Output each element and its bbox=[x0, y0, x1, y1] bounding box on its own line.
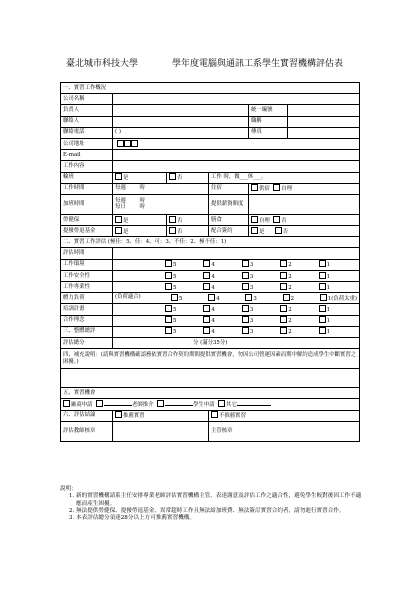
field-tax-id[interactable] bbox=[288, 105, 360, 116]
checkbox[interactable] bbox=[203, 272, 210, 279]
criteria-label: 合作理念 bbox=[61, 315, 113, 326]
score-option[interactable]: 1 bbox=[319, 283, 357, 292]
field-phone[interactable] bbox=[113, 127, 249, 138]
checkbox[interactable] bbox=[251, 184, 258, 191]
score-option[interactable]: 1 bbox=[319, 260, 357, 269]
field-manager[interactable] bbox=[113, 105, 249, 116]
checkbox[interactable] bbox=[280, 327, 287, 334]
checkbox[interactable] bbox=[280, 272, 287, 279]
load-light-label: (負荷適合) bbox=[115, 293, 141, 300]
criteria-scores[interactable] bbox=[113, 248, 360, 259]
load-heavy-label: (負荷太重) bbox=[331, 295, 358, 302]
section5-title: 五、實習機會 bbox=[61, 388, 360, 399]
checkbox[interactable] bbox=[280, 283, 287, 290]
checkbox[interactable] bbox=[171, 294, 178, 301]
label-contract: 配合簽約 bbox=[209, 226, 249, 237]
score-option[interactable]: 4 bbox=[203, 316, 241, 325]
score-option[interactable]: 4 bbox=[203, 260, 241, 269]
phone-area-code: ( ) bbox=[115, 129, 121, 136]
note-item: 2. 無法提供勞健保、提撥勞退基金、異常超時工作且無法給加班費、無法簽訂實習合約者，請勿進行實習合作。 bbox=[76, 508, 365, 515]
score-option[interactable]: 3 bbox=[245, 294, 282, 303]
section4-blank[interactable] bbox=[61, 369, 360, 388]
checkbox[interactable] bbox=[115, 173, 122, 180]
criteria-row bbox=[61, 248, 360, 259]
checkbox[interactable] bbox=[165, 305, 172, 312]
checkbox[interactable] bbox=[273, 216, 280, 223]
opportunity-options[interactable]: 廠商申請 老師推介 學生申請 其它 bbox=[61, 399, 360, 410]
criteria-row bbox=[61, 270, 360, 281]
criteria-row bbox=[61, 326, 360, 337]
checkbox[interactable] bbox=[169, 216, 176, 223]
checkbox[interactable] bbox=[165, 327, 172, 334]
label-tax-id: 統一編號 bbox=[249, 105, 288, 116]
checkbox[interactable] bbox=[242, 260, 249, 267]
checkbox[interactable] bbox=[165, 260, 172, 267]
score-option[interactable]: 5 bbox=[165, 327, 203, 336]
checkbox[interactable] bbox=[245, 294, 252, 301]
score-option[interactable]: 5 bbox=[165, 305, 203, 314]
score-option[interactable]: 2 bbox=[283, 294, 320, 303]
form-title: 學年度電腦與通訊工系學生實習機構評估表 bbox=[172, 59, 344, 69]
label-work-content: 工作內容 bbox=[61, 161, 113, 172]
score-option[interactable]: 1 bbox=[319, 316, 357, 325]
checkbox[interactable] bbox=[165, 283, 172, 290]
score-option[interactable]: 1 bbox=[319, 327, 357, 336]
zip-box-2[interactable] bbox=[124, 140, 131, 147]
checkbox[interactable] bbox=[319, 283, 326, 290]
shift-no[interactable]: 否 bbox=[167, 172, 209, 183]
criteria-label: 三、整體總評 bbox=[61, 326, 113, 337]
label-shift: 輪班 bbox=[61, 172, 113, 183]
criteria-row bbox=[61, 282, 360, 293]
label-labor-insurance: 勞健保 bbox=[61, 214, 113, 225]
score-option[interactable]: 4 bbox=[208, 294, 245, 303]
checkbox[interactable] bbox=[115, 227, 122, 234]
score-option[interactable]: 2 bbox=[280, 283, 318, 292]
score-option[interactable]: 1 bbox=[319, 305, 357, 314]
score-option[interactable]: 3 bbox=[242, 316, 280, 325]
label-contact: 聯絡人 bbox=[61, 116, 113, 127]
checkbox[interactable] bbox=[283, 294, 290, 301]
score-option[interactable]: 3 bbox=[242, 260, 280, 269]
score-option[interactable]: 3 bbox=[242, 305, 280, 314]
checkbox[interactable] bbox=[319, 260, 326, 267]
field-address[interactable] bbox=[113, 138, 360, 149]
score-option[interactable]: 4 bbox=[203, 283, 241, 292]
checkbox[interactable] bbox=[251, 216, 258, 223]
checkbox[interactable] bbox=[157, 400, 164, 407]
total-value: 分 (滿分35分) bbox=[113, 337, 360, 348]
checkbox[interactable] bbox=[203, 316, 210, 323]
label-teacher-sign: 評估教師核章 bbox=[61, 421, 113, 441]
school-name: 臺北城市科技大學 bbox=[66, 59, 139, 69]
evaluation-table bbox=[60, 82, 360, 442]
criteria-label: 培訓計畫 bbox=[61, 304, 113, 315]
checkbox[interactable] bbox=[96, 400, 103, 407]
checkbox[interactable] bbox=[165, 272, 172, 279]
lodging-options[interactable]: 供宿 自理 bbox=[249, 183, 360, 194]
section1-title: 一、實習工作概況 bbox=[61, 83, 360, 94]
criteria-label: 工作安全性 bbox=[61, 270, 113, 281]
label-director-sign: 主管核章 bbox=[209, 421, 360, 441]
checkbox[interactable] bbox=[319, 327, 326, 334]
score-option[interactable]: 2 bbox=[280, 260, 318, 269]
score-option[interactable]: 5 bbox=[165, 316, 203, 325]
checkbox[interactable] bbox=[242, 283, 249, 290]
checkbox[interactable] bbox=[203, 260, 210, 267]
label-pension: 提撥勞退基金 bbox=[61, 226, 113, 237]
not-recommend-option[interactable]: 不推薦實習 bbox=[209, 410, 360, 421]
score-option[interactable]: 5 bbox=[171, 294, 208, 303]
score-option[interactable]: 1(負荷太重) bbox=[320, 294, 357, 303]
checkbox[interactable] bbox=[273, 184, 280, 191]
checkbox[interactable] bbox=[319, 305, 326, 312]
criteria-scores bbox=[113, 315, 360, 326]
note-item: 3. 本表評估總分須達28分以上方可推薦實習機構。 bbox=[76, 515, 365, 522]
criteria-scores bbox=[113, 270, 360, 281]
field-company-name[interactable] bbox=[113, 94, 360, 105]
checkbox[interactable] bbox=[203, 327, 210, 334]
criteria-label: 評估時間 bbox=[61, 248, 113, 259]
checkbox[interactable] bbox=[242, 316, 249, 323]
field-fax[interactable] bbox=[288, 127, 360, 138]
recommend-option[interactable]: 推薦實習 bbox=[113, 410, 209, 421]
score-option[interactable]: 5 bbox=[165, 283, 203, 292]
zip-box-3[interactable] bbox=[131, 140, 138, 147]
criteria-scores bbox=[113, 282, 360, 293]
pension-no[interactable]: 否 bbox=[167, 226, 209, 237]
checkbox[interactable] bbox=[115, 411, 122, 418]
criteria-scores bbox=[113, 293, 360, 304]
label-email: E-mail bbox=[61, 150, 113, 161]
notes-section bbox=[60, 486, 365, 522]
score-option[interactable]: 2 bbox=[280, 316, 318, 325]
label-company-name: 公司名稱 bbox=[61, 94, 113, 105]
checkbox[interactable] bbox=[203, 305, 210, 312]
score-option[interactable]: 4 bbox=[203, 272, 241, 281]
score-option[interactable]: 5 bbox=[165, 260, 203, 269]
criteria-row bbox=[61, 259, 360, 270]
label-job-title: 職稱 bbox=[249, 116, 288, 127]
checkbox[interactable] bbox=[165, 316, 172, 323]
checkbox[interactable] bbox=[251, 227, 258, 234]
criteria-row bbox=[61, 293, 360, 304]
shift-hours: 工作 時，做___休___。 bbox=[209, 172, 360, 183]
checkbox[interactable] bbox=[242, 305, 249, 312]
checkbox[interactable] bbox=[275, 227, 282, 234]
section4-text: 四、補充說明：(請與實習機構確認務依實習合作契約期間提供實習機會，勿因公司營運因素而期中解約造成學生中斷實習之困擾。) bbox=[61, 349, 360, 369]
field-salary-extra[interactable] bbox=[249, 194, 360, 214]
meals-options[interactable]: 自理 否 bbox=[249, 214, 360, 225]
criteria-label: 工作專業性 bbox=[61, 282, 113, 293]
score-option[interactable]: 3 bbox=[242, 283, 280, 292]
insurance-no[interactable]: 否 bbox=[167, 214, 209, 225]
criteria-scores bbox=[113, 304, 360, 315]
zip-box-1[interactable] bbox=[117, 140, 124, 147]
checkbox[interactable] bbox=[211, 411, 218, 418]
field-contact[interactable] bbox=[113, 116, 249, 127]
checkbox[interactable] bbox=[115, 216, 122, 223]
criteria-label: 體力負荷 bbox=[61, 293, 113, 304]
section6-title: 六、評估結論 bbox=[61, 410, 113, 421]
note-item: 1. 新的實習機構請系主任安排專業老師評估實習機構主管，表達謝意及評估工作之適合性，避免學生較對後因工作不適應而產生困擾。 bbox=[76, 493, 365, 508]
field-work-content[interactable] bbox=[113, 161, 360, 172]
score-option[interactable]: 4 bbox=[203, 327, 241, 336]
section2-title: 二、實習工作評估 (極佳：5、佳：4、可：3、不佳：2、極不佳：1) bbox=[61, 237, 360, 248]
label-fax: 傳真 bbox=[249, 127, 288, 138]
checkbox[interactable] bbox=[280, 316, 287, 323]
criteria-label: 工作環境 bbox=[61, 259, 113, 270]
label-meals: 膳食 bbox=[209, 214, 249, 225]
shift-yes[interactable]: 是 bbox=[113, 172, 167, 183]
checkbox[interactable] bbox=[319, 272, 326, 279]
score-option[interactable]: 2 bbox=[280, 327, 318, 336]
notes-list bbox=[60, 493, 365, 522]
label-total: 評估總分 bbox=[61, 337, 113, 348]
checkbox[interactable] bbox=[218, 400, 225, 407]
field-overtime[interactable]: 每週 時 每日 時 bbox=[113, 194, 209, 214]
label-manager: 負責人 bbox=[61, 105, 113, 116]
score-option[interactable]: 3 bbox=[242, 272, 280, 281]
checkbox[interactable] bbox=[208, 294, 215, 301]
field-teacher-sign[interactable] bbox=[113, 421, 209, 441]
criteria-row bbox=[61, 304, 360, 315]
contract-options[interactable]: 是 否 bbox=[249, 226, 360, 237]
criteria-scores bbox=[113, 326, 360, 337]
criteria-rows bbox=[61, 248, 360, 338]
checkbox[interactable] bbox=[242, 327, 249, 334]
label-overtime: 加班時間 bbox=[61, 194, 113, 214]
score-option[interactable]: 1 bbox=[319, 272, 357, 281]
checkbox[interactable] bbox=[280, 305, 287, 312]
field-job-title[interactable] bbox=[288, 116, 360, 127]
checkbox[interactable] bbox=[280, 260, 287, 267]
checkbox[interactable] bbox=[203, 283, 210, 290]
pension-yes[interactable]: 是 bbox=[113, 226, 167, 237]
score-option[interactable]: 3 bbox=[242, 327, 280, 336]
score-option[interactable]: 2 bbox=[280, 272, 318, 281]
checkbox[interactable] bbox=[63, 400, 70, 407]
label-lodging: 住宿 bbox=[209, 183, 249, 194]
checkbox[interactable] bbox=[242, 272, 249, 279]
notes-title: 說明： bbox=[60, 486, 77, 492]
checkbox[interactable] bbox=[169, 227, 176, 234]
label-salary-extra: 提供薪資額度 bbox=[209, 194, 249, 214]
label-work-time: 工作時間 bbox=[61, 183, 113, 194]
score-option[interactable]: 5 bbox=[165, 272, 203, 281]
criteria-row bbox=[61, 315, 360, 326]
checkbox[interactable] bbox=[169, 173, 176, 180]
checkbox[interactable] bbox=[320, 294, 327, 301]
field-work-time[interactable]: 每週 時 bbox=[113, 183, 209, 194]
label-address: 公司地址 bbox=[61, 138, 113, 149]
field-email[interactable] bbox=[113, 150, 360, 161]
score-option[interactable]: 2 bbox=[280, 305, 318, 314]
label-phone: 聯絡電話 bbox=[61, 127, 113, 138]
score-option[interactable]: 4 bbox=[203, 305, 241, 314]
checkbox[interactable] bbox=[319, 316, 326, 323]
insurance-yes[interactable]: 是 bbox=[113, 214, 167, 225]
criteria-scores bbox=[113, 259, 360, 270]
